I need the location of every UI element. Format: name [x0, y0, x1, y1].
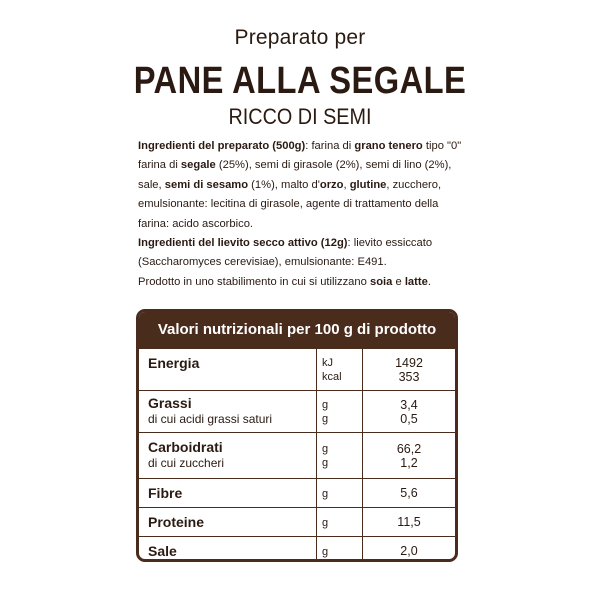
value: 1492	[395, 356, 423, 370]
unit: g	[322, 399, 329, 411]
unit: kJ	[322, 357, 333, 369]
table-row-grassi	[139, 390, 455, 432]
allergen-note: Prodotto in uno stabilimento in cui si utilizzano soia e latte.	[138, 275, 431, 288]
nutrition-table	[136, 309, 458, 562]
unit: g	[322, 546, 329, 558]
table-row-sale	[139, 536, 455, 562]
product-title: PANE ALLA SEGALE	[133, 60, 467, 102]
unit: g	[322, 413, 329, 425]
value: 11,5	[397, 515, 421, 529]
value: 5,6	[400, 486, 418, 500]
nutrient-name: Sale	[148, 543, 177, 559]
product-subtitle: RICCO DI SEMI	[228, 104, 372, 129]
nutrient-name: Fibre	[148, 485, 183, 501]
table-row-fibre	[139, 478, 455, 507]
table-row-carboidrati	[139, 432, 455, 478]
unit: g	[322, 488, 329, 500]
value: 1,2	[400, 456, 418, 470]
value: 0,5	[400, 412, 418, 426]
nutrient-subname: di cui acidi grassi saturi	[148, 412, 273, 426]
ingredients-yeast: Ingredienti del lievito secco attivo (12g): lievito essiccato (Saccharomyces cerevisiae), emulsionante: E491.	[138, 237, 433, 269]
value: 66,2	[396, 442, 422, 456]
value: 2,0	[400, 544, 418, 558]
unit: g	[322, 457, 329, 469]
table-row-energia	[139, 348, 455, 390]
ingredients-block	[138, 137, 468, 292]
unit: g	[322, 517, 329, 529]
unit: g	[322, 443, 329, 455]
table-row-proteine	[139, 507, 455, 536]
nutrient-name: Carboidrati	[148, 439, 223, 455]
ingredients-preparation: Ingredienti del preparato (500g): farina di grano tenero tipo "0" farina di segale (25%), semi di girasole (2%), semi di lino (2%), sale, semi di sesamo (1%), malto d'orzo, glutine, zucchero, emulsionante: lecitina di girasole, agente di trattamento della farina: acido ascorbico.	[138, 140, 462, 230]
value: 3,4	[400, 398, 418, 412]
nutrient-name: Grassi	[148, 395, 192, 411]
nutrition-table-header: Valori nutrizionali per 100 g di prodotto	[139, 312, 455, 348]
nutrient-name: Energia	[148, 355, 200, 371]
product-prefix: Preparato per	[234, 26, 366, 49]
unit: kcal	[322, 371, 342, 383]
nutrient-name: Proteine	[148, 514, 205, 530]
nutrient-subname: di cui zuccheri	[148, 456, 225, 470]
value: 353	[398, 370, 420, 384]
